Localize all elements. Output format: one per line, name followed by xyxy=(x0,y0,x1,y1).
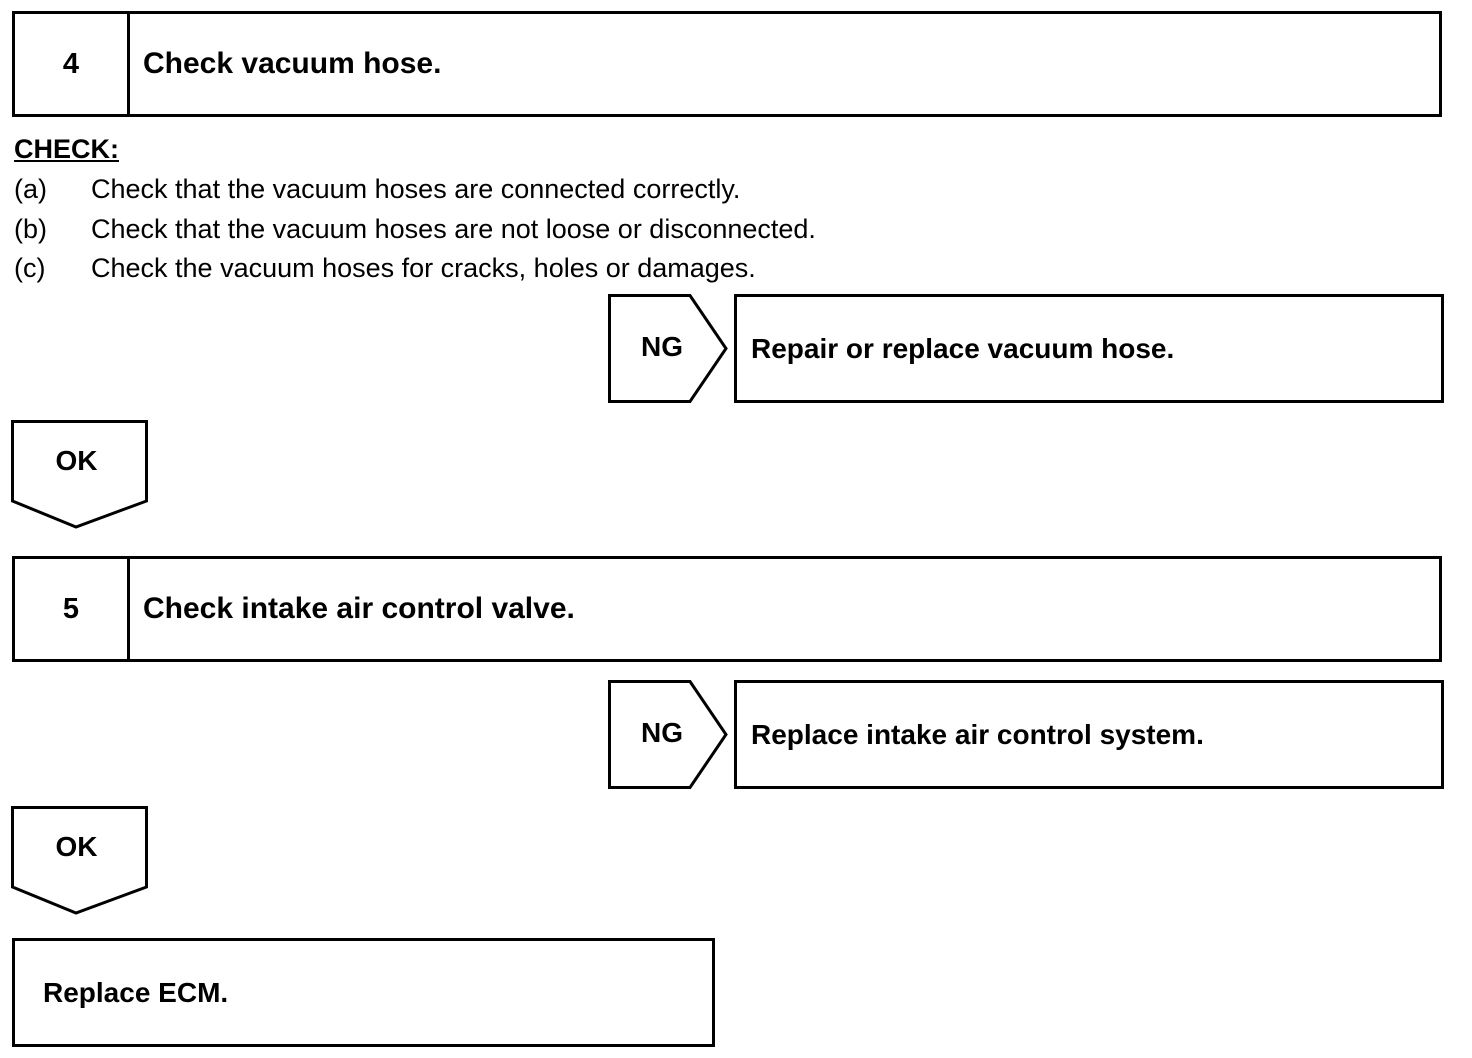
step-4-title: Check vacuum hose. xyxy=(143,47,442,80)
check-heading: CHECK: xyxy=(14,134,119,164)
ng-label-step-5: NG xyxy=(641,717,683,748)
check-item-a xyxy=(14,174,740,205)
step-4-number: 4 xyxy=(15,14,130,114)
ng-label-step-4: NG xyxy=(641,331,683,362)
check-item-b xyxy=(14,214,816,245)
step-4-box xyxy=(12,11,1442,117)
step-5-number: 5 xyxy=(15,559,130,659)
check-item-letter: (b) xyxy=(14,214,47,244)
ok-label-step-5: OK xyxy=(55,831,98,862)
ng-action-step-5: Replace intake air control system. xyxy=(734,680,1444,789)
check-item-c xyxy=(14,253,756,284)
step-5-title: Check intake air control valve. xyxy=(143,592,575,625)
check-item-text: Check that the vacuum hoses are not loose or disconnected. xyxy=(91,214,816,244)
final-action-box: Replace ECM. xyxy=(12,938,715,1047)
step-5-box xyxy=(12,556,1442,662)
ok-label-step-4: OK xyxy=(55,445,98,476)
check-item-text: Check that the vacuum hoses are connected correctly. xyxy=(91,174,741,204)
check-item-text: Check the vacuum hoses for cracks, holes or damages. xyxy=(91,253,756,283)
check-item-letter: (a) xyxy=(14,174,47,204)
ng-action-step-4: Repair or replace vacuum hose. xyxy=(734,294,1444,403)
check-item-letter: (c) xyxy=(14,253,46,283)
